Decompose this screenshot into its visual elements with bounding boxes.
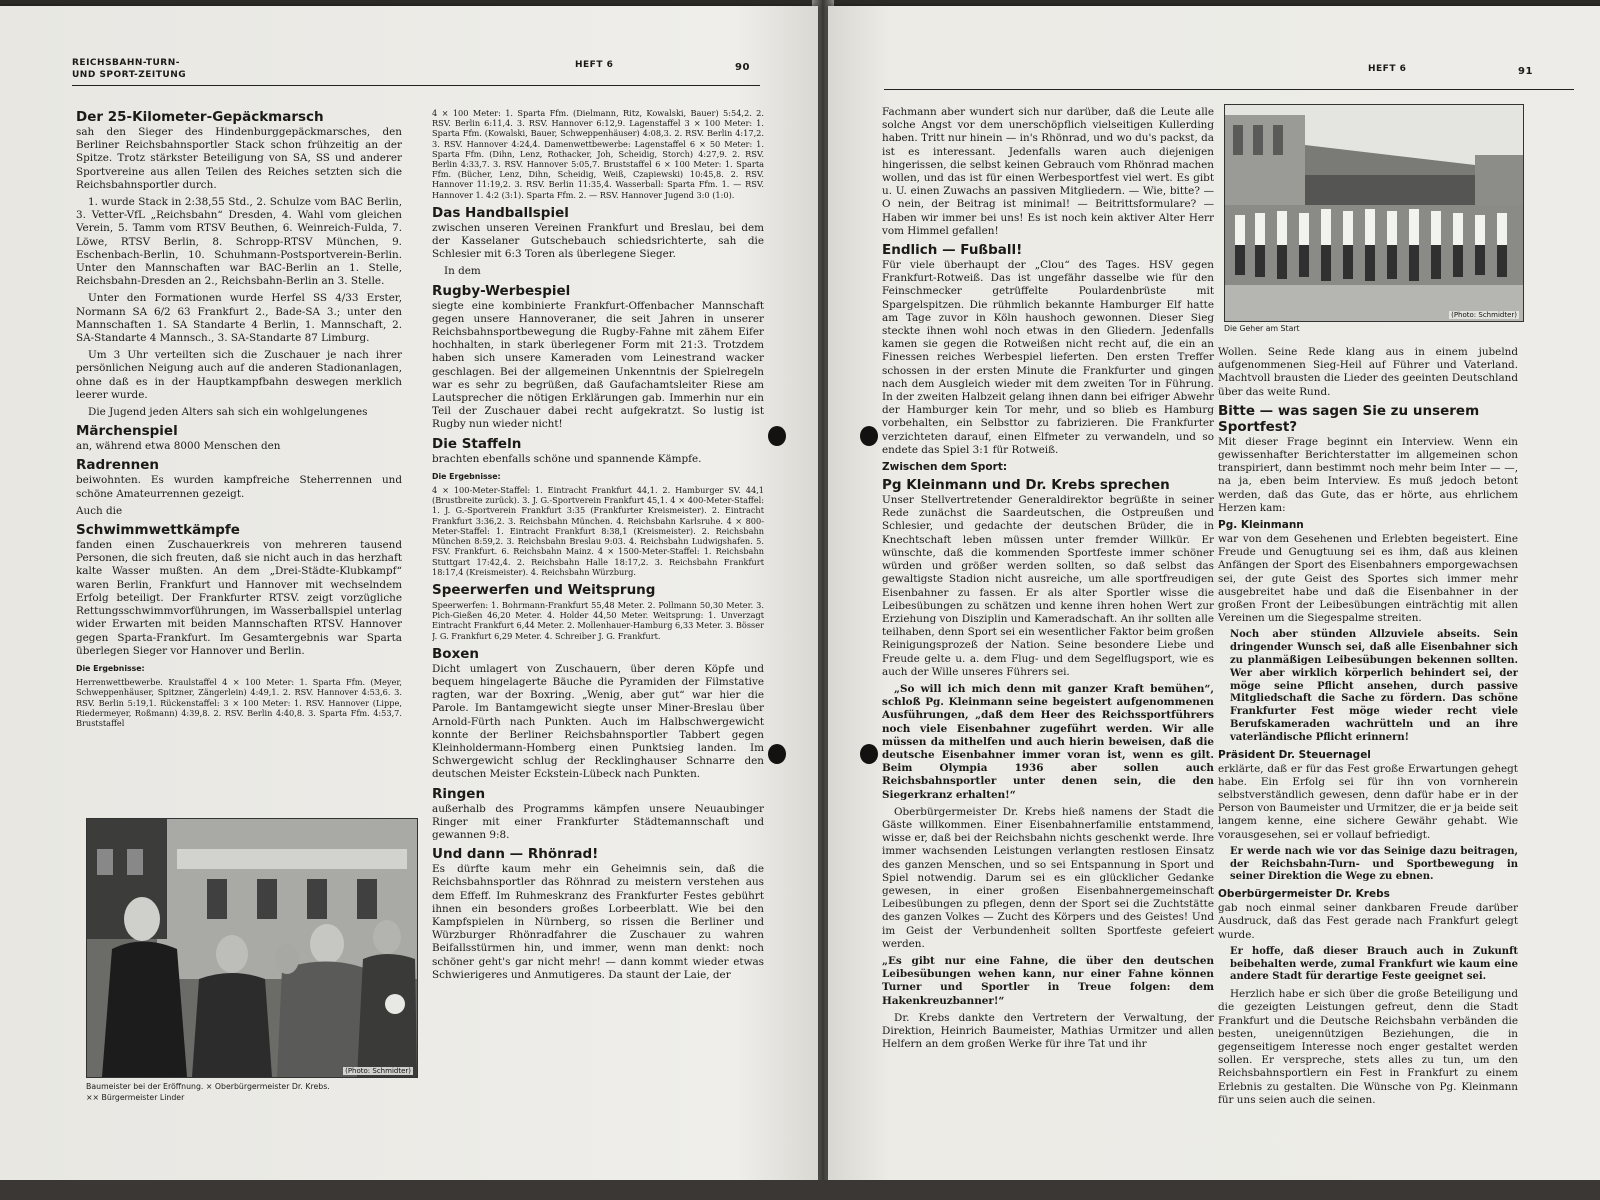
paragraph: Dr. Krebs dankte den Vertretern der Verwaltung, der Direktion, Heinrich Baumeister, Mathias Urmitzer und allen Helfern an dem großen Werke für ihre Tat und ihr [882, 1011, 1214, 1051]
heading-gepaeckmarsch: Der 25-Kilometer-Gepäckmarsch [76, 109, 324, 125]
heading-praesident: Präsident Dr. Steuernagel [1218, 748, 1371, 761]
paragraph: Auch die [76, 504, 123, 517]
paragraph: 1. wurde Stack in 2:38,55 Std., 2. Schulze vom BAC Berlin, 3. Vetter-VfL „Reichsbahn“ Dresden, 4. Wahl vom gleichen Verein, 5. Tamm vom RTSV Beuthen, 6. Weinreich-Fulda, 7. Löwe, RTSV Berlin, 8. Schropp-RTSV München, 9. Eschenbach-Berlin, 10. Schuhmann-Postsportverein-Berlin. Unter den Mannschaften war BAC-Berlin an 1. Stelle, Reichsbahn-Dresden an 2., Reichsbahn-Berlin an 3. Stelle. [76, 196, 402, 288]
results-text: Speerwerfen: 1. Bohrmann-Frankfurt 55,48 Meter. 2. Pollmann 50,30 Meter. 3. Pich-Gießen 46,20 Meter. 4. Holder 44,50 Meter. Weitsprung: 1. Unverzagt Eintracht Frankfurt 6,44 Meter. 2. Mollenhauer-Hamburg 6,33 Meter. 3. Bösser J. G. Frankfurt 6,29 Meter. 4. Schreiber J. G. Frankfurt. [432, 599, 764, 641]
heading-fussball: Endlich — Fußball! [882, 242, 1023, 259]
bold-paragraph: Er werde nach wie vor das Seinige dazu beitragen, der Reichsbahn-Turn- und Sportbewegung in seiner Direktion die Wege zu ebnen. [1230, 845, 1518, 883]
photo-caption: Baumeister bei der Eröffnung. × Oberbürgermeister Dr. Krebs. [86, 1082, 330, 1091]
heading-maerchenspiel: Märchenspiel [76, 423, 178, 440]
binder-hole [768, 426, 786, 446]
paragraph: Herzlich habe er sich über die große Beteiligung und die gezeigten Leistungen gefreut, denn die Stadt Frankfurt und die Deutsche Reichsbahn verbänden die besten, uneigennützigen Beziehungen, die in gegenseitigem Interesse noch enger gestaltet werden sollen. Er verspreche, stets alles zu tun, um den Reichsbahnsportlern ein Fest in Frankfurt zu einem Erlebnis zu gestalten. Die Wünsche von Pg. Kleinmann für uns seien auch die seinen. [1218, 988, 1518, 1106]
binder-hole [860, 744, 878, 764]
right-column-1 [882, 106, 1214, 1116]
results-heading: Die Ergebnisse: [76, 663, 145, 673]
heading-radrennen: Radrennen [76, 457, 159, 474]
heading-interview: Bitte — was sagen Sie zu unserem Sportfest? [1218, 402, 1480, 435]
photo-credit: (Photo: Schmidter) [345, 1067, 411, 1075]
header-rule [72, 85, 760, 86]
heading-pg-kleinmann: Pg. Kleinmann [1218, 519, 1304, 532]
paragraph: Wollen. Seine Rede klang aus in einem jubelnd aufgenommenen Sieg-Heil auf Führer und Vaterland. Machtvoll brausten die Lieder des geeinten Deutschland über das weite Rund. [1218, 346, 1518, 398]
paragraph: Unser Stellvertretender Generaldirektor begrüßte in seiner Rede zunächst die Saardeutschen, die Ostpreußen und Schlesier, und gedachte der deutschen Brüder, die in Knechtschaft leben müssen unter fremder Willkür. Er wünschte, daß die kommenden Sportfeste immer schöner würden und größer werden sollten, so daß selbst das gewaltigste Stadion nicht ausreiche, um alle sportfreudigen Eisenbahner zu fassen. Er als alter Sportler wisse die Leibesübungen zu schätzen und kenne ihren hohen Wert zur Erziehung von Disziplin und Kameradschaft. An ihr sollten alle teilhaben, denn Sport sei ein wesentlicher Faktor beim großen Reinigungsprozeß der Nation. Seine besondere Liebe und Freude gelte u. a. dem Flug- und dem Segelflugsport, wie es auch der Wille unseres Führers sei. [882, 494, 1214, 678]
heading-staffeln: Die Staffeln [432, 435, 522, 452]
bold-paragraph: Er hoffe, daß dieser Brauch auch in Zukunft beibehalten werde, zumal Frankfurt wie kaum eine andere Stadt für derartige Feste geeignet sei. [1230, 945, 1518, 983]
walkers-at-start-image [1225, 105, 1523, 321]
page-number: 90 [735, 62, 750, 73]
page-number: 91 [1518, 66, 1533, 77]
binder-hole [768, 744, 786, 764]
heading-speerwerfen: Speerwerfen und Weitsprung [432, 581, 656, 598]
heading-handballspiel: Das Handballspiel [432, 204, 569, 221]
magazine-title-line-2: UND SPORT-ZEITUNG [72, 70, 187, 80]
results-text: Herrenwettbewerbe. Kraulstaffel 4 × 100 Meter: 1. Sparta Ffm. (Meyer, Schweppenhäuser, Spitzner, Zängerlein) 4:49,1. 2. RSV. Hannover 4:53,6. 3. RSV. Berlin 5:19,1. Rückenstaffel: 3 × 100 Meter: 1. RSV. Hannover (Lippe, Riedermeyer, Roßmann) 4:39,8. 2. RSV. Berlin 4:40,8. 3. Sparta Ffm. 4:53,7. Bruststaffel [76, 677, 402, 728]
heading-boxen: Boxen [432, 645, 480, 662]
magazine-title-line-1: REICHSBAHN-TURN- [72, 58, 180, 68]
paragraph: erklärte, daß er für das Fest große Erwartungen gehegt habe. Ein Erfolg sei für ihn von vornherein selbstverständlich gewesen, denn dafür habe er in der Person von Baumeister und Urmitzer, die er ja beide seit langem kenne, eine sichere Gewähr gehabt. Wie vorausgesehen, sei er vollauf befriedigt. [1218, 762, 1518, 841]
issue-label: HEFT 6 [575, 60, 614, 70]
officials-photo-image [87, 819, 417, 1077]
paragraph: war von dem Gesehenen und Erlebten begeistert. Eine Freude und Genugtuung sei es ihm, daß aus kleinen Anfängen der Sport des Eisenbahners emporgewachsen sei, der gute Geist des Sportes sich immer mehr ausgebreitet habe und daß die Eisenbahner in der großen Front der Leibesübungen einträchtig mit allen Vereinen um die Siegespalme streiten. [1218, 533, 1518, 625]
quote-paragraph: „So will ich mich denn mit ganzer Kraft bemühen“, schloß Pg. Kleinmann seine begeistert aufgenommenen Ausführungen, „daß dem Heer des Reichssportführers noch viele Eisenbahner zugeführt werden. Wir alle müssen da mithelfen und auch hierin beweisen, daß die deutsche Eisenbahner immer voran ist, wenn es gilt. Beim Olympia 1936 aber sollen auch Reichsbahnsportler unter denen sein, die den Siegerkranz erhalten!“ [882, 682, 1214, 801]
paragraph: fanden einen Zuschauerkreis von mehreren tausend Personen, die sich freuten, daß sie nicht auch in das herzhaft kalte Wasser mußten. An dem „Drei-Städte-Klubkampf“ waren Berlin, Frankfurt und Hannover mit wechselndem Erfolg beteiligt. Der Frankfurter RTSV. zeigt vorzügliche Rettungsschwimmvorführungen, im Wasserballspiel unterlag wider Erwarten mit beiden Mannschaften RTSV. Hannover gegen Sparta-Frankfurt. Im Gesamtergebnis war Sparta überlegen Sieger vor Hannover und Berlin. [76, 539, 402, 657]
paragraph: Unter den Formationen wurde Herfel SS 4/33 Erster, Normann SA 6/2 63 Frankfurt 2., Bade-SA 3.; unter den Mannschaften 1. SA Standarte 4 Berlin, 1. Mannschaft, 2. SA-Standarte 4 Mannsch., 3. SA-Standarte 87 Limburg. [76, 292, 402, 345]
paragraph: brachten ebenfalls schöne und spannende Kämpfe. [432, 452, 702, 465]
heading-rugby: Rugby-Werbespiel [432, 282, 571, 299]
paragraph: Für viele überhaupt der „Clou“ des Tages. HSV gegen Frankfurt-Rotweiß. Das ist ungefähr dasselbe wie für den Feinschmecker getrüffelte Poulardenbrüste mit Spargelspitzen. Die rühmlich bekannte Hamburger Elf hatte am Tage zuvor in Köln haushoch gewonnen. Dieser Sieg steckte ihnen wohl noch etwas in den Gliedern. Jedenfalls kamen sie gegen die Rotweißen nicht recht auf, die ein an Finessen reiches Werbespiel lieferten. Den ersten Treffer schossen in der ersten Minute die Frankfurter und gingen nach dem Ausgleich wieder mit dem zweiten Tor in Führung. In der zweiten Halbzeit gelang ihnen dann bei eifriger Abwehr der Hamburger kein Tor mehr, und so blieb es Hamburg vorbehalten, ein Selbsttor zu fabrizieren. Die Frankfurter verzichteten darauf, einen Elfmeter zu verwandeln, und so endete das Spiel 3:1 für Rotweiß. [882, 259, 1214, 456]
paragraph: Um 3 Uhr verteilten sich die Zuschauer je nach ihrer persönlichen Neigung auch auf die anderen Stadionanlagen, ohne daß es in der Hauptkampfbahn deswegen merklich leerer wurde. [76, 349, 402, 401]
paragraph: Oberbürgermeister Dr. Krebs hieß namens der Stadt die Gäste willkommen. Einer Eisenbahnerfamilie entstammend, wisse er, daß bei der Reichsbahn nichts geschenkt werde. Ihre immer wachsenden Leistungen verlangten restlosen Einsatz des ganzen Menschen, und so sei Entspannung in Sport und Spiel notwendig. Darum sei es ein glücklicher Gedanke gewesen, in einer großen Eisenbahnergemeinschaft Leibesübungen zu pflegen, denn der Sport sei die Zuchtstätte des ganzen Volkes — Zucht des Körpers und des Geistes! Und im Geist der Verbundenheit sollten Sportfeste gefeiert werden. [882, 805, 1214, 950]
paragraph: an, während etwa 8000 Menschen den [76, 440, 281, 453]
paragraph: Fachmann aber wundert sich nur darüber, daß die Leute alle solche Angst vor dem unerschöpflich vielseitigen Kullerding haben. Tritt nur hinein — in's Rhönrad, und wo du's packst, da ist es interessant. Jedenfalls waren auch diejenigen hingerissen, die selbst keinen Gebrauch vom Rhönrad machen wollen, und das ist für einen Werbesportfest viel wert. Es gibt u. U. einen Zuwachs an passiven Mitgliedern. — Wie, bitte? — O nein, der Beitrag ist minimal! — Beitrittsformulare? — Haben wir immer bei uns! Es ist noch kein aktiver Alter Herr vom Himmel gefallen! [882, 106, 1214, 237]
heading-schwimmwettkaempfe: Schwimmwettkämpfe [76, 522, 240, 539]
heading-rhoenrad: Und dann — Rhönrad! [432, 846, 599, 863]
photo-caption-second-line: ×× Bürgermeister Linder [86, 1093, 185, 1102]
bold-paragraph: Noch aber stünden Allzuviele abseits. Sein dringender Wunsch sei, daß alle Eisenbahner sich zu planmäßigen Leibesübungen bekennen sollten. Wer aber wirklich körperlich behindert sei, der möge seine Pflicht ansehen, durch passive Mitgliedschaft die Sache zu fördern. Das schöne Frankfurter Fest möge wieder recht viele Berufskameraden wachrütteln und an ihre vaterländische Pflicht erinnern! [1230, 629, 1518, 743]
left-column-1 [76, 106, 402, 796]
paragraph: siegte eine kombinierte Frankfurt-Offenbacher Mannschaft gegen unsere Hannoveraner, die seit Jahren in unserer Reichsbahnsportbewegung die Rugby-Fahne mit zähem Eifer hochhalten, in stark überlegener Form mit 21:3. Trotzdem haben sich unsere Kameraden vom Leinestrand wacker geschlagen. Bei der allgemeinen Unkenntnis der Spielregeln war es sehr zu begrüßen, daß Gaufachamtsleiter Riese am Lautsprecher die nötigen Erklärungen gab. Immerhin nur ein Teil der Zuschauer dabei recht aufgekratzt. So lustig ist Rugby nun wieder nicht! [432, 299, 764, 431]
paragraph: sah den Sieger des Hindenburggepäckmarsches, den Berliner Reichsbahnsportler Stack schon frühzeitig an der Spitze. Trotz stärkster Beteiligung von SA, SS und anderer Sportvereine aus allen Teilen des Reiches setzten sich die Reichsbahnsportler durch. [76, 126, 402, 191]
right-column-2 [1218, 346, 1518, 1126]
paragraph: beiwohnten. Es wurden kampfreiche Steherrennen und schöne Amateurrennen gezeigt. [76, 474, 402, 500]
results-text: 4 × 100-Meter-Staffel: 1. Eintracht Frankfurt 44,1. 2. Hamburger SV. 44,1 (Brustbreite zurück). 3. J. G.-Sportverein Frankfurt 45,1. 4 × 400-Meter-Staffel: 1. J. G.-Sportverein Frankfurt 3:35 (Frankfurter Kreismeister). 2. Eintracht Frankfurt 3:36,2. 3. Reichsbahn München. 4. Reichsbahn Karlsruhe. 4 × 800-Meter-Staffel: 1. Eintracht Frankfurt 8:38,1 (Kreismeister). 2. Reichsbahn München 8:59,2. 3. Reichsbahn Breslau 9:03. 4. Reichsbahn Ludwigshafen. 5. FSV. Frankfurt. 6. Reichsbahn Mainz. 4 × 1500-Meter-Staffel: 1. Reichsbahn Stuttgart 17:42,4. 2. Reichsbahn Halle 18:17,2. 3. Reichsbahn Frankfurt 18:17,4 (Kreismeister). 4. Reichsbahn Würzburg. [432, 485, 764, 577]
paragraph: In dem [444, 265, 481, 278]
heading-reden: Pg Kleinmann und Dr. Krebs sprechen [882, 477, 1170, 494]
left-page [0, 6, 818, 1181]
binder-hole [860, 426, 878, 446]
paragraph: Die Jugend jeden Alters sah sich ein wohlgelungenes [88, 406, 368, 419]
heading-zwischen-dem-sport: Zwischen dem Sport: [882, 461, 1008, 474]
paragraph: zwischen unseren Vereinen Frankfurt und Breslau, bei dem der Kasselaner Gutschebauch schiedsrichterte, sah die Schlesier mit 6:3 Toren als überlegene Sieger. [432, 221, 764, 261]
walkers-photo [1224, 104, 1524, 322]
results-heading: Die Ergebnisse: [432, 471, 501, 481]
results-text: 4 × 100 Meter: 1. Sparta Ffm. (Dielmann, Ritz, Kowalski, Bauer) 5:54,2. 2. RSV. Berlin 6:11,4. 3. RSV. Hannover 6:12,9. Lagenstaffel 3 × 100 Meter: 1. Sparta Ffm. (Kowalski, Bauer, Schweppenhäuser) 4:08,3. 2. RSV. Berlin 4:17,2. 3. RSV. Hannover 4:24,4. Damenwettbewerbe: Lagenstaffel 6 × 50 Meter: 1. Sparta Ffm. (Dihn, Lenz, Rothacker, Joh, Scheidig, Storch) 4:27,9. 2. RSV. Berlin 4:33,7. 3. RSV. Hannover 5:05,7. Bruststaffel 6 × 100 Meter: 1. Sparta Ffm. (Bücher, Lenz, Dihn, Scheidig, Weiß, Czapiewski) 10:45,8. 2. RSV. Hannover 11:19,2. 3. RSV. Berlin 11:35,4. Wasserball: Sparta Ffm. 1. — RSV. Hannover 1. 4:2 (3:1). Sparta Ffm. 2. — RSV. Hannover Jugend 3:0 (1:0). [432, 108, 764, 200]
heading-oberbuergermeister: Oberbürgermeister Dr. Krebs [1218, 888, 1390, 901]
table-surface [0, 1180, 1600, 1200]
opening-photo [86, 818, 418, 1078]
photo-caption: Die Geher am Start [1224, 324, 1300, 333]
right-page [828, 6, 1600, 1181]
header-rule [884, 89, 1574, 90]
left-column-2 [432, 106, 764, 1116]
paragraph: Dicht umlagert von Zuschauern, über deren Köpfe und bequem hingelagerte Bäuche die Pyramiden der Filmstative ragten, war der Boxring. „Wenig, aber gut“ war hier die Parole. Im Bantamgewicht siegte unser Miner-Breslau über Arnold-Fürth nach Punkten. Auch im Halbschwergewicht konnte der Berliner Reichsbahnsportler Tabbert gegen Kleinholdermann-Homberg einen Punktsieg landen. Im Schwergewicht schlug der Recklinghauser Schnarre den deutschen Meister Eckstein-Lübeck nach Punkten. [432, 662, 764, 781]
paragraph: außerhalb des Programms kämpfen unsere Neuaubinger Ringer mit einer Frankfurter Städtemannschaft und gewannen 9:8. [432, 802, 764, 841]
quote-paragraph: „Es gibt nur eine Fahne, die über den deutschen Leibesübungen wehen kann, nur einer Fahne können Turner und Sportler in Treue folgen: dem Hakenkreuzbanner!“ [882, 954, 1214, 1007]
paragraph: Mit dieser Frage beginnt ein Interview. Wenn ein gewissenhafter Berichterstatter im allgemeinen schon transpiriert, dann bestimmt noch mehr beim Inter — —, na ja, eben beim Interview. Es muß jedoch betont werden, daß das Gute, das er hörte, aus ehrlichem Herzen kam: [1218, 435, 1518, 514]
paragraph: Es dürfte kaum mehr ein Geheimnis sein, daß die Reichsbahnsportler das Röhnrad zu meistern verstehen aus dem Effeff. Im Ruhmeskranz des Frankfurter Festes gebührt ihnen ein besonders großes Lorbeerblatt. Wie bei den Kampfspielen in Nürnberg, so rissen die Berliner und Würzburger Rhönradfahrer die Zuschauer zu wahren Beifallsstürmen hin, und immer, wenn man denkt: noch schöner geht's gar nicht mehr! — dann kommt wieder etwas Schwierigeres und Anmutigeres. Da staunt der Laie, der [432, 863, 764, 981]
paragraph: gab noch einmal seiner dankbaren Freude darüber Ausdruck, daß das Fest gerade nach Frankfurt gelegt wurde. [1218, 902, 1518, 941]
issue-label: HEFT 6 [1368, 64, 1407, 74]
heading-ringen: Ringen [432, 785, 486, 802]
photo-credit: (Photo: Schmidter) [1451, 311, 1517, 319]
